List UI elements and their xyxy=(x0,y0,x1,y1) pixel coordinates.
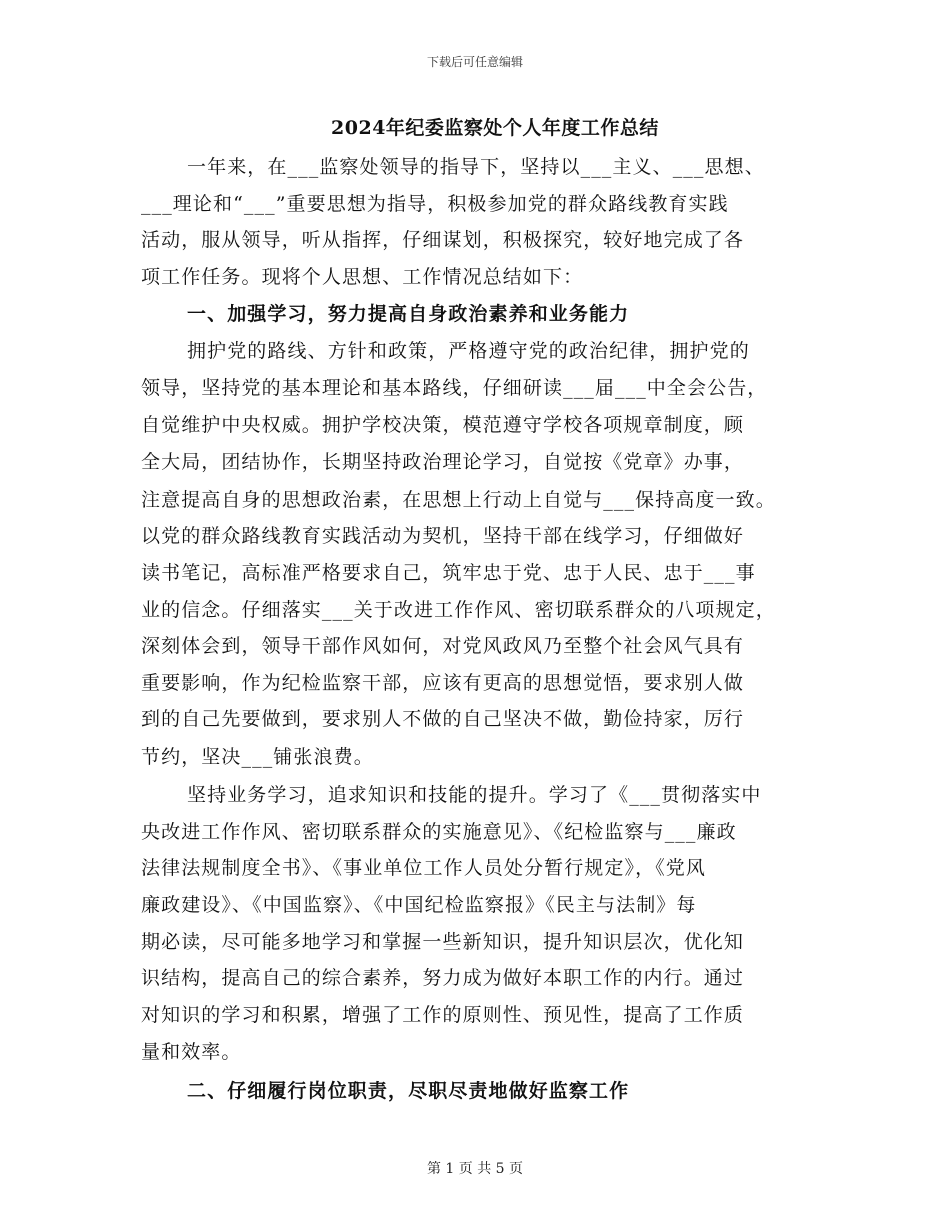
body-line: 期必读，尽可能多地学习和掌握一些新知识，提升知识层次，优化知 xyxy=(141,931,745,953)
body-line: 到的自己先要做到，要求别人不做的自己坚决不做，勤俭持家，厉行 xyxy=(141,708,745,730)
body-line: 重要影响，作为纪检监察干部，应该有更高的思想觉悟，要求别人做 xyxy=(141,672,745,694)
body-line: 节约，坚决___铺张浪费。 xyxy=(141,746,374,768)
body-line: 领导，坚持党的基本理论和基本路线，仔细研读___届___中全会公告， xyxy=(141,377,768,399)
page-header: 下载后可任意编辑 xyxy=(426,55,523,69)
body-line: 读书笔记，高标准严格要求自己，筑牢忠于党、忠于人民、忠于___事 xyxy=(141,562,756,584)
body-line: 识结构，提高自己的综合素养，努力成为做好本职工作的内行。通过 xyxy=(141,967,745,989)
body-line: 拥护党的路线、方针和政策，严格遵守党的政治纪律，拥护党的 xyxy=(187,340,750,362)
body-line: 量和效率。 xyxy=(141,1041,242,1063)
document-title: 2024年纪委监察处个人年度工作总结 xyxy=(331,117,659,139)
body-line: 深刻体会到，领导干部作风如何，对党风政风乃至整个社会风气具有 xyxy=(141,635,745,657)
body-line: 自觉维护中央权威。拥护学校决策，模范遵守学校各项规章制度，顾 xyxy=(141,414,745,436)
body-line: 对知识的学习和积累，增强了工作的原则性、预见性，提高了工作质 xyxy=(141,1004,745,1026)
body-line: 坚持业务学习，追求知识和技能的提升。学习了《___贯彻落实中 xyxy=(187,784,762,806)
body-line: 央改进工作作风、密切联系群众的实施意见》、《纪检监察与___廉政 xyxy=(141,821,737,843)
body-line: 全大局，团结协作，长期坚持政治理论学习，自觉按《党章》办事， xyxy=(141,451,745,473)
body-line: 项工作任务。现将个人思想、工作情况总结如下： xyxy=(141,266,584,288)
section-heading: 一、加强学习，努力提高自身政治素养和业务能力 xyxy=(187,303,630,325)
body-line: 以党的群众路线教育实践活动为契机，坚持干部在线学习，仔细做好 xyxy=(141,525,745,547)
body-line: 注意提高自身的思想政治素，在思想上行动上自觉与___保持高度一致。 xyxy=(141,489,776,511)
body-line: 廉政建设》、《中国监察》、《中国纪检监察报》《民主与法制》每 xyxy=(141,894,697,916)
body-line: ___理论和“___”重要思想为指导，积极参加党的群众路线教育实践 xyxy=(141,193,729,215)
body-line: 活动，服从领导，听从指挥，仔细谋划，积极探究，较好地完成了各 xyxy=(141,229,745,251)
body-line: 一年来，在___监察处领导的指导下，坚持以___主义、___思想、 xyxy=(187,156,765,178)
page-footer: 第 1 页 共 5 页 xyxy=(426,1161,524,1177)
section-heading: 二、仔细履行岗位职责，尽职尽责地做好监察工作 xyxy=(187,1080,630,1102)
body-line: 业的信念。仔细落实___关于改进工作作风、密切联系群众的八项规定， xyxy=(141,599,776,621)
body-line: 法律法规制度全书》、《事业单位工作人员处分暂行规定》，《党风 xyxy=(141,857,707,879)
